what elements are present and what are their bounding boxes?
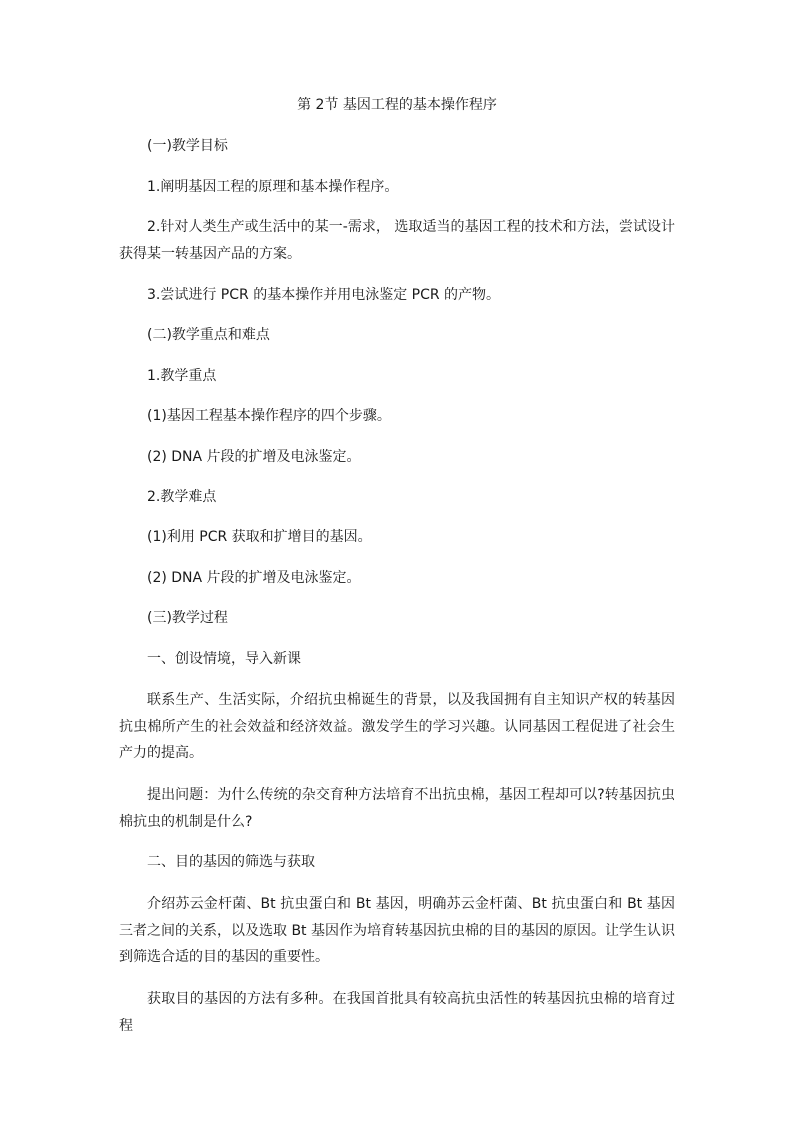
paragraph: 2.针对人类生产或生活中的某一-需求， 选取适当的基因工程的技术和方法，尝试设计获得某一转基因产品的方案。 <box>119 219 675 262</box>
paragraph: 3.尝试进行 PCR 的基本操作并用电泳鉴定 PCR 的产物。 <box>147 287 501 303</box>
section-heading: (三)教学过程 <box>147 610 228 626</box>
paragraph: 1.教学重点 <box>147 368 217 384</box>
section-heading: 一、创设情境，导入新课 <box>147 651 301 667</box>
paragraph: (1)基因工程基本操作程序的四个步骤。 <box>147 408 391 424</box>
paragraph: (2) DNA 片段的扩增及电泳鉴定。 <box>147 449 361 465</box>
paragraph: 2.教学难点 <box>147 489 217 505</box>
paragraph: 获取目的基因的方法有多种。在我国首批具有较高抗虫活性的转基因抗虫棉的培育过程 <box>119 991 675 1034</box>
paragraph: 联系生产、生活实际，介绍抗虫棉诞生的背景，以及我国拥有自主知识产权的转基因抗虫棉所产生的社会效益和经济效益。激发学生的学习兴趣。认同基因工程促进了社会生产力的提高。 <box>119 692 675 761</box>
section-heading: (二)教学重点和难点 <box>147 327 270 343</box>
document-title: 第 2节 基因工程的基本操作程序 <box>297 97 497 113</box>
paragraph: 介绍苏云金杆菌、Bt 抗虫蛋白和 Bt 基因，明确苏云金杆菌、Bt 抗虫蛋白和 Bt 基因三者之间的关系，以及选取 Bt 基因作为培育转基因抗虫棉的目的基因的原因。让学生认识到筛选合适的目的基因的重要性。 <box>119 896 675 965</box>
paragraph: 1.阐明基因工程的原理和基本操作程序。 <box>147 179 399 195</box>
paragraph: (2) DNA 片段的扩增及电泳鉴定。 <box>147 570 361 586</box>
section-heading: (一)教学目标 <box>147 138 228 154</box>
paragraph: 提出问题：为什么传统的杂交育种方法培育不出抗虫棉，基因工程却可以?转基因抗虫棉抗虫的机制是什么? <box>119 787 675 830</box>
section-heading: 二、目的基因的筛选与获取 <box>147 854 315 870</box>
paragraph: (1)利用 PCR 获取和扩增目的基因。 <box>147 529 372 545</box>
